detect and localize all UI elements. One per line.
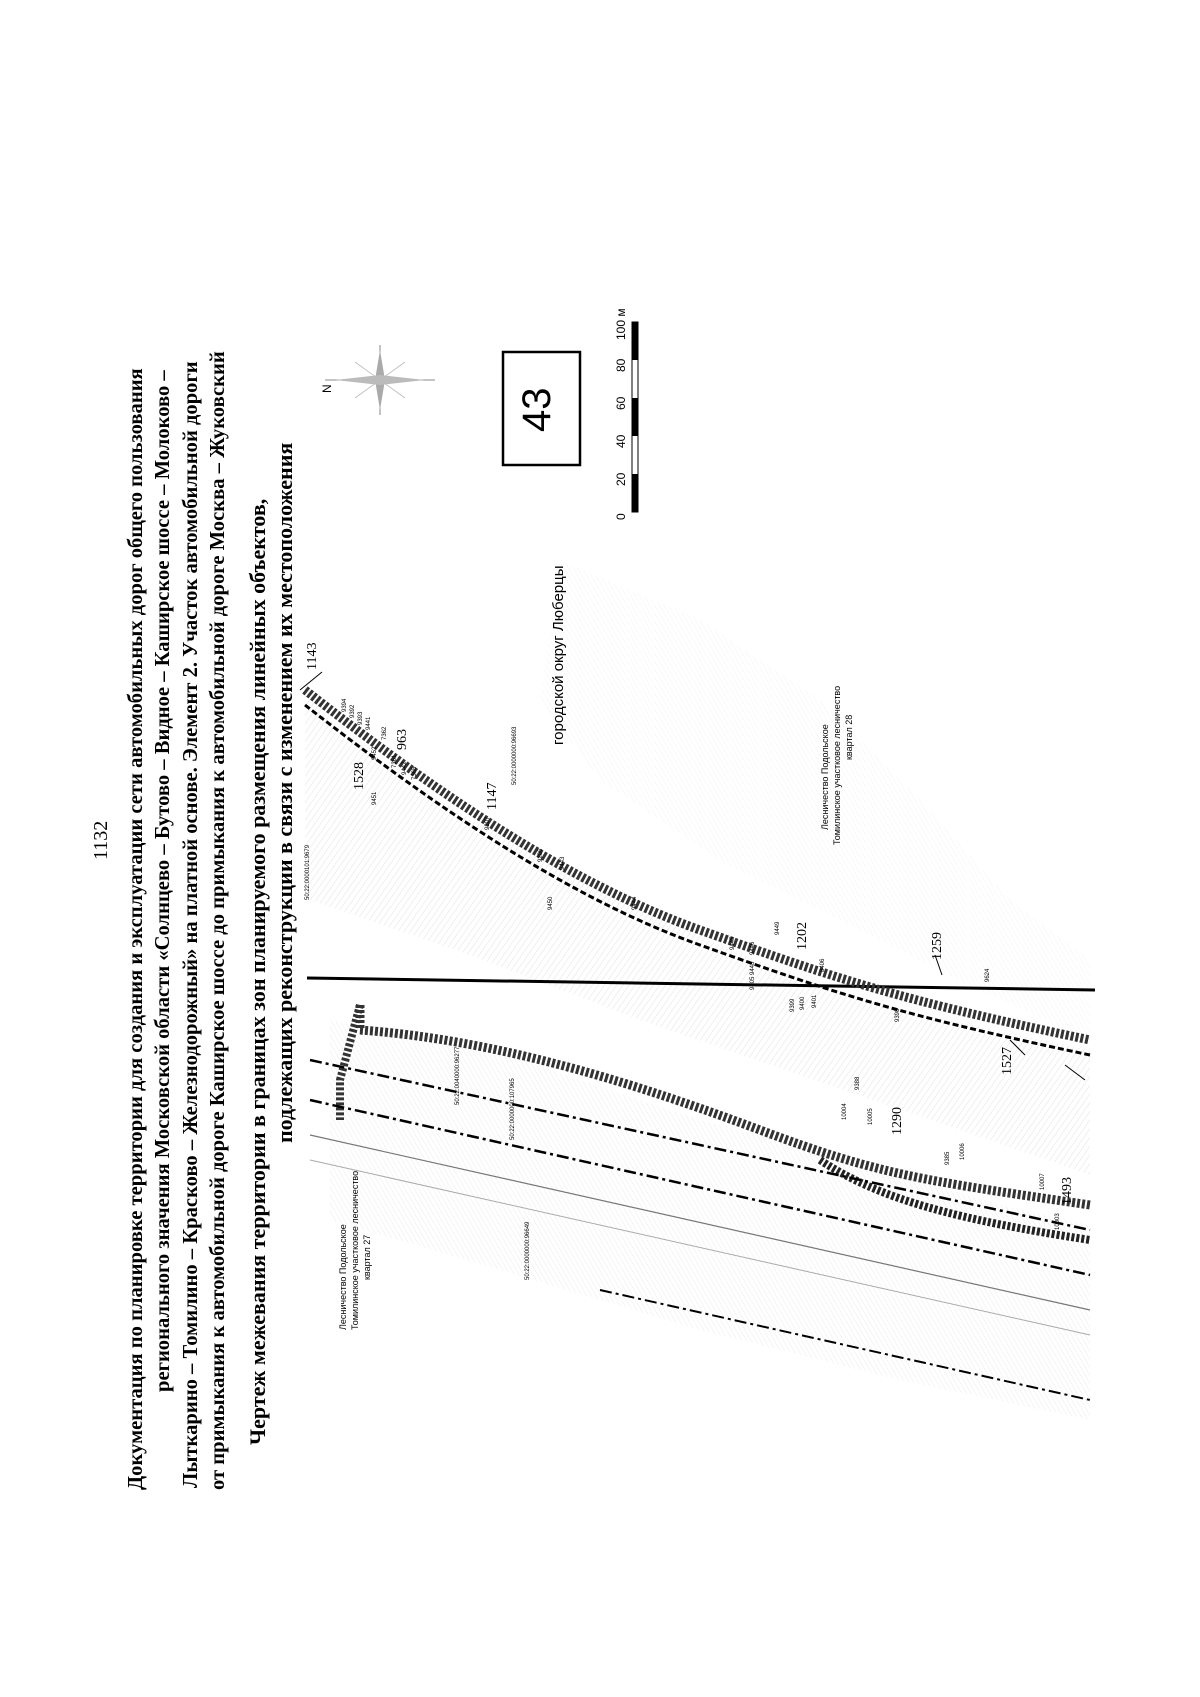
zone-label-1202: 1202 <box>795 922 810 950</box>
point-label: 9452 <box>372 746 378 760</box>
zone-label-1528: 1528 <box>352 762 367 790</box>
point-label: 7362 <box>382 726 388 740</box>
forestry-label-27-line-2: Томилинское участковое лесничество <box>350 1170 360 1330</box>
point-label: 10007 <box>1040 1173 1046 1190</box>
title-line-3: Лыткарино – Томилино – Красково – Железнодорожный» на платной основе. Элемент 2. Участок автомобильной дороги <box>180 361 202 1488</box>
cadastral-label-1: 50:22:0000101:9679 <box>305 844 311 900</box>
scale-tick-40: 40 <box>614 434 628 448</box>
point-label: 10004 <box>842 1103 848 1120</box>
point-label: 9400 <box>800 996 806 1010</box>
title-line-2: регионального значения Московской области «Солнцево – Бутово – Видное – Каширское шоссе – Молоково – <box>152 370 174 1392</box>
scale-tick-100: 100 м <box>614 308 628 340</box>
point-label: 8406 <box>820 958 826 972</box>
zone-label-1143: 1143 <box>305 642 320 670</box>
point-label: 9405 <box>750 976 756 990</box>
scale-tick-80: 80 <box>614 358 628 372</box>
north-label: N <box>320 384 334 393</box>
point-label: 9444 <box>632 896 638 910</box>
point-label: 9394 <box>342 698 348 712</box>
sheet-number: 43 <box>515 387 559 432</box>
point-label: 10003 <box>1055 1213 1061 1230</box>
forestry-label-27-line-3: квартал 27 <box>362 1234 372 1280</box>
zone-label-1147: 1147 <box>485 782 500 810</box>
point-label: 9446 <box>750 941 756 955</box>
point-label: 9441 <box>366 716 372 730</box>
point-label: 7361 <box>392 754 398 768</box>
page-number: 1132 <box>90 820 112 860</box>
zone-label-963: 963 <box>395 729 410 750</box>
region-label: городской округ Люберцы <box>550 565 567 745</box>
point-label: 7365 <box>412 766 418 780</box>
subtitle-line-2: подлежащих реконструкции в связи с изменением их местоположения <box>272 442 297 1143</box>
subtitle-line-1: Чертеж межевания территории в границах зон планируемого размещения линейных объектов, <box>245 498 270 1445</box>
point-label: 9392 <box>350 704 356 718</box>
title-line-4: от примыкания к автомобильной дороге Каширское шоссе до примыкания к автомобильной дороге Москва – Жуковский <box>207 351 229 1490</box>
point-label: 9448 <box>750 961 756 975</box>
point-label: 9388 <box>855 1076 861 1090</box>
point-label: 9401 <box>812 994 818 1008</box>
point-label: 9207 <box>485 816 491 830</box>
point-label: 9624 <box>985 968 991 982</box>
scale-tick-60: 60 <box>614 396 628 410</box>
point-label: 9206 <box>538 848 544 862</box>
zone-label-1259: 1259 <box>930 932 945 960</box>
forestry-label-28-line-3: квартал 28 <box>844 714 854 760</box>
cadastral-label-3: 50:22:0040000:96277 <box>455 1046 461 1105</box>
point-label: 9445 <box>730 936 736 950</box>
point-label: 10005 <box>868 1108 874 1125</box>
cadastral-label-2: 50:22:0000000:96693 <box>512 726 518 785</box>
zone-label-1290: 1290 <box>890 1107 905 1135</box>
scale-tick-20: 20 <box>614 472 628 486</box>
cadastral-label-5: 50:22:0000000:96649 <box>525 1221 531 1280</box>
forestry-label-27-line-1: Лесничество Подольское <box>338 1224 348 1330</box>
point-label: 9385 <box>945 1151 951 1165</box>
point-label: 9393 <box>358 711 364 725</box>
point-label: 9443 <box>560 856 566 870</box>
point-label: 9442 <box>402 761 408 775</box>
point-label: 9398 <box>895 1008 901 1022</box>
point-label: 9450 <box>548 896 554 910</box>
compass-rose <box>325 345 435 415</box>
zone-label-1527: 1527 <box>1000 1047 1015 1075</box>
title-line-1: Документация по планировке территории для создания и эксплуатации сети автомобильных дорог общего пользования <box>125 368 147 1490</box>
point-label: 10006 <box>960 1143 966 1160</box>
cadastral-label-4: 50:22:0000000:107965 <box>510 1078 516 1140</box>
zone-label-1493: 1493 <box>1060 1177 1075 1205</box>
forestry-label-28-line-2: Томилинское участковое лесничество <box>832 685 842 845</box>
scale-bar <box>632 322 638 512</box>
point-label: 9449 <box>775 921 781 935</box>
point-label: 9451 <box>372 791 378 805</box>
forestry-label-28-line-1: Лесничество Подольское <box>820 724 830 830</box>
scale-tick-0: 0 <box>614 513 628 520</box>
point-label: 9399 <box>790 998 796 1012</box>
